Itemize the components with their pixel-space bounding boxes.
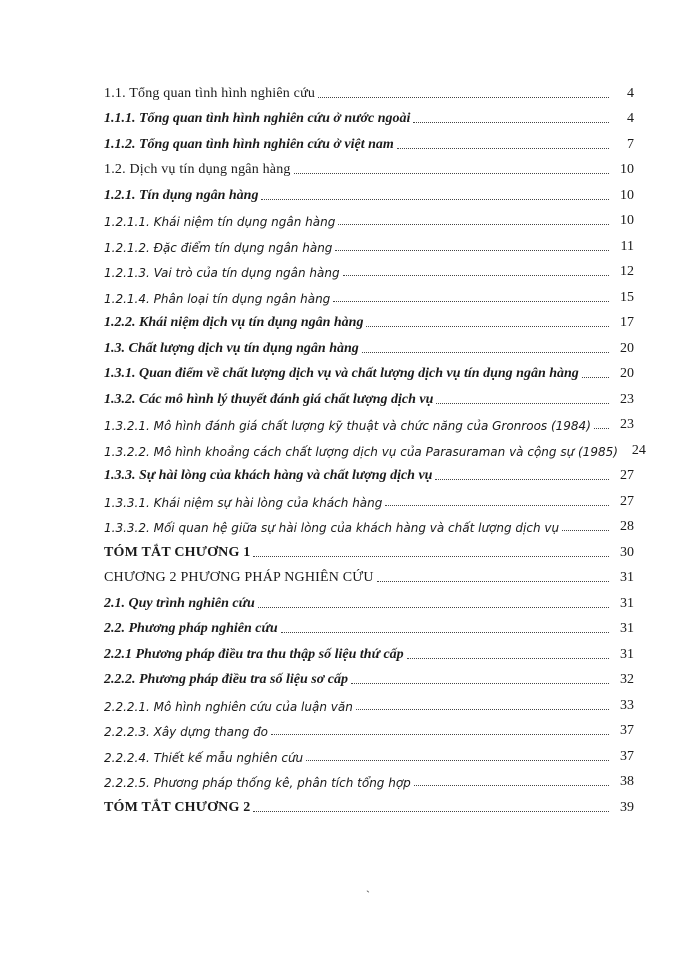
toc-entry-page-number: 11: [620, 238, 634, 254]
toc-entry-title: TÓM TẮT CHƯƠNG 2: [104, 799, 251, 815]
toc-entry-page-number: 37: [620, 723, 634, 738]
toc-entry[interactable]: [104, 561, 634, 587]
toc-entry[interactable]: [104, 76, 634, 102]
toc-entry-page-number: 37: [620, 748, 634, 764]
toc-entry[interactable]: [104, 153, 634, 179]
toc-entry-page-number: 31: [620, 595, 634, 611]
toc-entry[interactable]: [104, 688, 634, 714]
toc-entry[interactable]: [104, 612, 634, 638]
toc-entry-page-number: 10: [620, 213, 634, 228]
toc-entry[interactable]: [104, 663, 634, 689]
toc-entry[interactable]: [104, 178, 634, 204]
dot-leader: [582, 376, 609, 378]
toc-entry-title: 1.3.2.1. Mô hình đánh giá chất lượng kỹ thuật và chức năng của Gronroos (1984): [104, 419, 591, 433]
dot-leader: [407, 657, 609, 659]
toc-entry-title: 1.3.1. Quan điểm về chất lượng dịch vụ và chất lượng dịch vụ tín dụng ngân hàng: [104, 366, 579, 381]
toc-entry-page-number: 27: [620, 493, 634, 509]
dot-leader: [435, 478, 609, 480]
toc-entry-page-number: 39: [620, 799, 634, 815]
toc-entry[interactable]: [104, 765, 634, 791]
toc-entry[interactable]: [104, 739, 634, 765]
toc-entry[interactable]: [104, 433, 646, 459]
toc-entry-page-number: 28: [620, 519, 634, 534]
toc-entry-page-number: 23: [620, 417, 634, 432]
toc-entry-title: 1.2.1.1. Khái niệm tín dụng ngân hàng: [104, 215, 336, 229]
toc-entry-page-number: 31: [620, 646, 634, 662]
toc-entry-title: 1.3.3. Sự hài lòng của khách hàng và chất lượng dịch vụ: [104, 468, 433, 483]
toc-entry-page-number: 27: [620, 468, 634, 483]
toc-entry-page-number: 24: [631, 442, 646, 458]
table-of-contents: [104, 76, 646, 816]
toc-entry[interactable]: [104, 586, 634, 612]
toc-entry[interactable]: [104, 280, 634, 306]
dot-leader: [377, 580, 609, 582]
toc-entry[interactable]: [104, 510, 634, 536]
toc-entry-title: 2.2.1 Phương pháp điều tra thu thập số liệu thứ cấp: [104, 646, 404, 662]
toc-entry[interactable]: [104, 382, 634, 408]
toc-entry[interactable]: [104, 204, 634, 230]
toc-entry[interactable]: [104, 535, 634, 561]
toc-entry-page-number: 38: [620, 774, 634, 789]
toc-entry-page-number: 20: [620, 366, 634, 381]
dot-leader: [281, 631, 609, 633]
toc-entry[interactable]: [104, 459, 634, 485]
dot-leader: [271, 733, 609, 735]
toc-entry-title: 1.1.1. Tổng quan tình hình nghiên cứu ở nước ngoài: [104, 111, 411, 126]
toc-entry-title: 1.2.2. Khái niệm dịch vụ tín dụng ngân hàng: [104, 315, 364, 330]
dot-leader: [335, 249, 609, 251]
toc-entry-page-number: 23: [620, 391, 634, 407]
toc-entry-page-number: 32: [620, 672, 634, 687]
toc-entry-title: 2.1. Quy trình nghiên cứu: [104, 595, 255, 611]
dot-leader: [294, 172, 609, 174]
toc-entry-title: 1.3.2.2. Mô hình khoảng cách chất lượng dịch vụ của Parasuraman và cộng sự (1985): [104, 444, 618, 459]
toc-entry[interactable]: [104, 637, 634, 663]
toc-entry[interactable]: [104, 229, 634, 255]
toc-entry-title: 1.2.1.2. Đặc điểm tín dụng ngân hàng: [104, 240, 333, 255]
toc-entry-title: 2.2.2. Phương pháp điều tra số liệu sơ cấp: [104, 672, 348, 687]
dot-leader: [338, 223, 609, 225]
toc-entry-title: 2.2. Phương pháp nghiên cứu: [104, 621, 278, 636]
dot-leader: [318, 96, 609, 98]
toc-entry-title: 1.3.3.1. Khái niệm sự hài lòng của khách hàng: [104, 495, 383, 510]
toc-entry-title: 2.2.2.3. Xây dựng thang đo: [104, 725, 269, 739]
toc-entry[interactable]: [104, 484, 634, 510]
toc-entry-title: 1.2.1. Tín dụng ngân hàng: [104, 187, 259, 203]
dot-leader: [351, 682, 609, 684]
toc-entry-title: 1.1. Tổng quan tình hình nghiên cứu: [104, 85, 316, 101]
toc-entry-page-number: 30: [620, 544, 634, 560]
toc-entry-page-number: 10: [620, 162, 634, 177]
dot-leader: [261, 198, 609, 200]
dot-leader: [413, 121, 609, 123]
toc-entry-title: CHƯƠNG 2 PHƯƠNG PHÁP NGHIÊN CỨU: [104, 570, 374, 585]
dot-leader: [253, 555, 609, 557]
dot-leader: [356, 708, 609, 710]
toc-entry[interactable]: [104, 790, 634, 816]
toc-entry-title: 2.2.2.4. Thiết kế mẫu nghiên cứu: [104, 750, 304, 765]
toc-entry[interactable]: [104, 102, 634, 128]
toc-entry-title: 1.2. Dịch vụ tín dụng ngân hàng: [104, 162, 291, 177]
toc-entry[interactable]: [104, 306, 634, 332]
dot-leader: [333, 300, 609, 302]
dot-leader: [343, 274, 609, 276]
toc-entry-title: 1.2.1.3. Vai trò của tín dụng ngân hàng: [104, 266, 340, 280]
toc-entry-title: 2.2.2.5. Phương pháp thống kê, phân tích tổng hợp: [104, 776, 411, 790]
toc-entry-title: 1.2.1.4. Phân loại tín dụng ngân hàng: [104, 291, 331, 306]
toc-entry-page-number: 10: [620, 187, 634, 203]
toc-entry[interactable]: [104, 127, 634, 153]
dot-leader: [397, 147, 609, 149]
toc-entry-title: 1.3.2. Các mô hình lý thuyết đánh giá chất lượng dịch vụ: [104, 391, 434, 407]
toc-entry[interactable]: [104, 714, 634, 740]
toc-entry-title: 1.1.2. Tổng quan tình hình nghiên cứu ở việt nam: [104, 136, 394, 152]
toc-entry-page-number: 17: [620, 315, 634, 330]
page-footer-mark: `: [366, 888, 370, 902]
toc-entry-title: 1.3. Chất lượng dịch vụ tín dụng ngân hàng: [104, 340, 359, 356]
toc-entry-title: 2.2.2.1. Mô hình nghiên cứu của luận văn: [104, 699, 353, 714]
toc-entry-title: 1.3.3.2. Mối quan hệ giữa sự hài lòng của khách hàng và chất lượng dịch vụ: [104, 521, 560, 535]
toc-entry-page-number: 31: [620, 570, 634, 585]
toc-entry[interactable]: [104, 357, 634, 383]
toc-entry-page-number: 12: [620, 264, 634, 279]
dot-leader: [366, 325, 609, 327]
toc-entry[interactable]: [104, 255, 634, 281]
toc-entry-page-number: 15: [620, 289, 634, 305]
toc-entry[interactable]: [104, 331, 634, 357]
dot-leader: [362, 351, 609, 353]
dot-leader: [385, 504, 609, 506]
dot-leader: [594, 427, 609, 429]
toc-entry-page-number: 31: [620, 621, 634, 636]
toc-entry-page-number: 4: [627, 85, 634, 101]
toc-entry-page-number: 20: [620, 340, 634, 356]
toc-entry-page-number: 4: [627, 111, 634, 126]
dot-leader: [253, 810, 609, 812]
dot-leader: [436, 402, 609, 404]
dot-leader: [562, 529, 609, 531]
toc-entry-page-number: 33: [620, 697, 634, 713]
toc-entry-page-number: 7: [627, 136, 634, 152]
toc-entry[interactable]: [104, 408, 634, 434]
dot-leader: [414, 784, 609, 786]
toc-entry-title: TÓM TẮT CHƯƠNG 1: [104, 544, 251, 560]
dot-leader: [306, 759, 609, 761]
dot-leader: [258, 606, 609, 608]
